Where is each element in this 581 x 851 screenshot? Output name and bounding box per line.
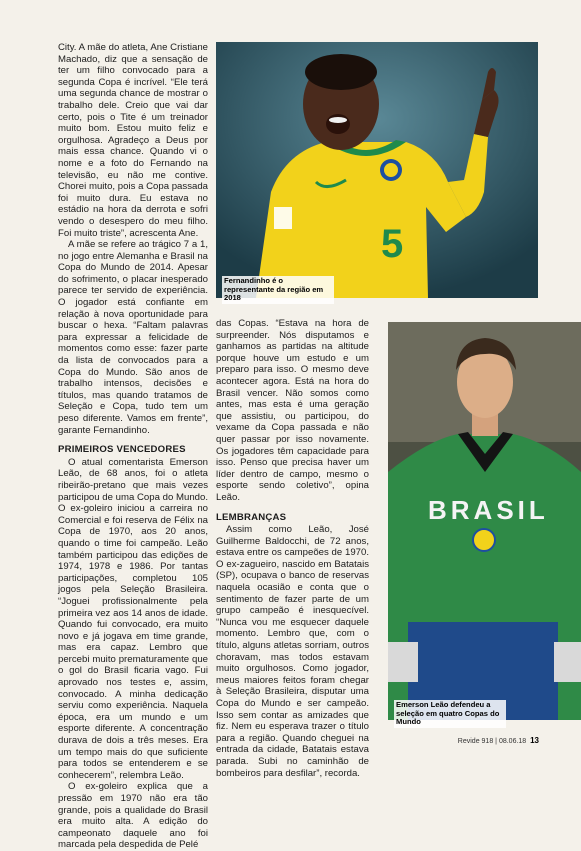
leao-illustration <box>388 322 581 720</box>
footer-separator: | <box>495 738 497 745</box>
issue-date: 08.06.18 <box>498 738 527 745</box>
fernandinho-illustration <box>216 42 538 298</box>
text-column-1 <box>58 42 208 851</box>
photo-emerson-leao <box>388 322 581 720</box>
photo-caption: Fernandinho é o representante da região em 2018 <box>222 276 334 304</box>
section-heading: LEMBRANÇAS <box>216 511 287 523</box>
shirt-text: BRASIL <box>428 495 549 525</box>
paragraph: A mãe se refere ao trágico 7 a 1, no jogo entre Alemanha e Brasil na Copa do Mundo de 2014. Apesar do sofrimento, o placar inesperado parece ter servido de experiência. O jogador está confiante em relação à nova oportunidade para buscar o hexa. “Faltam palavras para expressar a felicidade de momentos como esse: fazer parte da lista de convocados para a Copa do Mundo. São anos de trabalho intensos, decisões e títulos, mas quando tratamos de Seleção e Copa, tudo tem um peso diferente. Vamos em frente”, garante Fernandinho. <box>58 239 208 436</box>
paragraph: City. A mãe do atleta, Ane Cristiane Machado, diz que a sensação de ter um filho convocado para a segunda Copa é incrível. “Ele terá uma segunda chance de mostrar o trabalho dele. Creio que vai dar certo, pois o Tite é um treinador muito bom. Estou muito feliz e orgulhosa. Agradeço a Deus por mais essa chance. Quando vi o nome e a foto do Fernando na televisão, eu não me contive. Chorei muito, pois a Copa passada foi muito dura. Eu estava no estádio na hora da derrota e sofri vendo o desespero do meu filho. Foi muito triste”, acrescenta Ane. <box>58 42 208 239</box>
paragraph: das Copas. “Estava na hora de surpreender. Nós disputamos e ganhamos as partidas na altitude porque houve um estudo e um preparo para isso. O mesmo deve acontecer agora. Está na hora do Brasil vencer. Não somos como antes, mas esta é uma geração que assistiu, ou participou, do vexame da Copa passada e não quer passar por isso novamente. Os jogadores têm capacidade para isso. Penso que precisa haver um líder dentro de campo, mesmo o esporte sendo coletivo”, opina Leão. <box>216 318 369 503</box>
jersey-number: 5 <box>381 222 404 266</box>
section-heading: PRIMEIROS VENCEDORES <box>58 444 186 456</box>
paragraph: Assim como Leão, José Guilherme Baldocchi, de 72 anos, estava entre os campeões de 1970. O ex-zagueiro, nascido em Batatais (SP), ocupava o banco de reservas naquela ocasião e conta que o sentimento de fazer parte de um grupo campeão é inesquecível. “Nunca vou me esquecer daquele momento. Lembro que, com o título, alguns atletas sorriam, outros choravam, mas todos estavam muito orgulhosos. Como jogador, meus maiores feitos foram chegar à Seleção Brasileira, disputar uma Copa do Mundo e ser campeão. Isso sem contar as amizades que fiz. Nem eu esperava trazer o título para a região. Quando cheguei na entrada da cidade, Batatais estava parada. Subi no caminhão de bombeiros para desfilar”, recorda. <box>216 524 369 779</box>
photo-fernandinho <box>216 42 538 298</box>
page-number: 13 <box>530 736 539 745</box>
magazine-name: Revide 918 <box>457 738 494 745</box>
page-footer <box>458 736 539 745</box>
photo-caption: Emerson Leão defendeu a seleção em quatro Copas do Mundo <box>394 700 506 728</box>
paragraph: O atual comentarista Emerson Leão, de 68 anos, foi o atleta ribeirão-pretano que mais vezes participou de uma Copa do Mundo. O ex-goleiro iniciou a carreira no Comercial e foi reserva de Félix na Copa de 1970, aos 20 anos, quando o time foi campeão. Leão também participou das edições de 1974, 1978 e 1986. Por tantas participações, completou 105 jogos pela Seleção Brasileira. “Joguei profissionalmente pela primeira vez aos 14 anos de idade. Quando fui convocado, era muito novo e já jogava em time grande, mas era capaz. Lembro que percebi muito prematuramente que o gol do Brasil ficaria vago. Fui aprovado nos testes e, assim, convocado. A minha dedicação serviu como experiência. Naquela época, era um mundo e um esporte diferente. A concentração durava de dois a três meses. Era um tempo mais do que suficiente para todos se entenderem e se conhecerem”, relembra Leão. <box>58 456 208 781</box>
text-column-2 <box>216 318 369 779</box>
paragraph: O ex-goleiro explica que a pressão em 1970 não era tão grande, pois a qualidade do Brasil era muito alta. A edição do campeonato daquele ano foi marcada pela despedida de Pelé <box>58 781 208 851</box>
